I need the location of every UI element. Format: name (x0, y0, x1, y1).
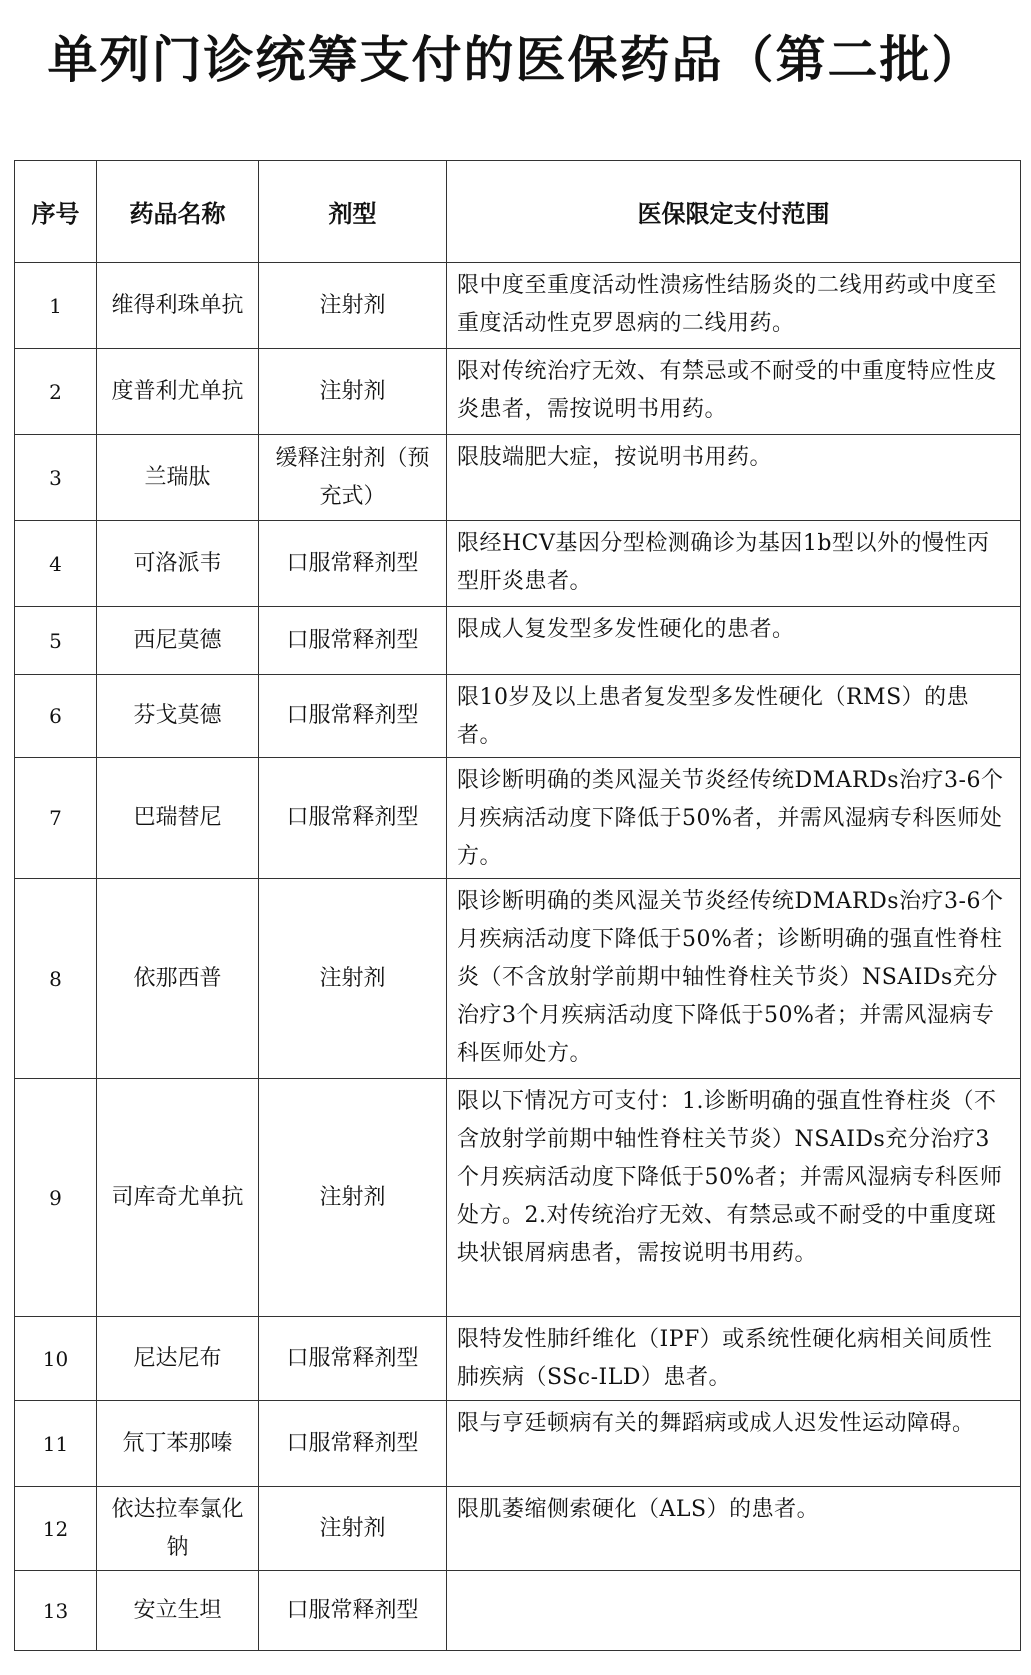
table-row (15, 879, 1021, 1079)
row-drug-name: 尼达尼布 (97, 1317, 259, 1401)
row-seq: 9 (15, 1079, 97, 1317)
row-seq: 7 (15, 758, 97, 879)
table-row (15, 675, 1021, 758)
header-name: 药品名称 (97, 161, 259, 263)
row-dosage-form: 注射剂 (259, 263, 447, 349)
row-dosage-form: 口服常释剂型 (259, 1401, 447, 1487)
row-payment-scope: 限以下情况方可支付：1.诊断明确的强直性脊柱炎（不含放射学前期中轴性脊柱关节炎）NSAIDs充分治疗3个月疾病活动度下降低于50%者；并需风湿病专科医师处方。2.对传统治疗无效、有禁忌或不耐受的中重度斑块状银屑病患者，需按说明书用药。 (447, 1079, 1021, 1317)
row-drug-name: 氘丁苯那嗪 (97, 1401, 259, 1487)
row-seq: 5 (15, 607, 97, 675)
row-dosage-form: 口服常释剂型 (259, 758, 447, 879)
row-dosage-form: 口服常释剂型 (259, 607, 447, 675)
row-payment-scope: 限10岁及以上患者复发型多发性硬化（RMS）的患者。 (447, 675, 1021, 758)
row-seq: 4 (15, 521, 97, 607)
row-payment-scope: 限诊断明确的类风湿关节炎经传统DMARDs治疗3-6个月疾病活动度下降低于50%者；诊断明确的强直性脊柱炎（不含放射学前期中轴性脊柱关节炎）NSAIDs充分治疗3个月疾病活动度下降低于50%者；并需风湿病专科医师处方。 (447, 879, 1021, 1079)
row-dosage-form: 注射剂 (259, 1079, 447, 1317)
row-drug-name: 司库奇尤单抗 (97, 1079, 259, 1317)
table-row (15, 1487, 1021, 1571)
row-dosage-form: 口服常释剂型 (259, 1571, 447, 1651)
row-drug-name: 巴瑞替尼 (97, 758, 259, 879)
row-drug-name: 西尼莫德 (97, 607, 259, 675)
table-row (15, 349, 1021, 435)
row-drug-name: 依达拉奉氯化钠 (97, 1487, 259, 1571)
row-drug-name: 度普利尤单抗 (97, 349, 259, 435)
row-dosage-form: 口服常释剂型 (259, 675, 447, 758)
row-seq: 1 (15, 263, 97, 349)
row-payment-scope: 限对传统治疗无效、有禁忌或不耐受的中重度特应性皮炎患者，需按说明书用药。 (447, 349, 1021, 435)
row-seq: 12 (15, 1487, 97, 1571)
row-payment-scope: 限肢端肥大症，按说明书用药。 (447, 435, 1021, 521)
table-header-row (15, 161, 1021, 263)
row-drug-name: 芬戈莫德 (97, 675, 259, 758)
row-seq: 13 (15, 1571, 97, 1651)
row-seq: 8 (15, 879, 97, 1079)
row-dosage-form: 注射剂 (259, 879, 447, 1079)
table-row (15, 435, 1021, 521)
row-dosage-form: 注射剂 (259, 1487, 447, 1571)
row-payment-scope: 限诊断明确的类风湿关节炎经传统DMARDs治疗3-6个月疾病活动度下降低于50%者，并需风湿病专科医师处方。 (447, 758, 1021, 879)
row-payment-scope: 限与亨廷顿病有关的舞蹈病或成人迟发性运动障碍。 (447, 1401, 1021, 1487)
row-seq: 10 (15, 1317, 97, 1401)
table-row (15, 521, 1021, 607)
row-dosage-form: 注射剂 (259, 349, 447, 435)
header-seq: 序号 (15, 161, 97, 263)
row-payment-scope: 限中度至重度活动性溃疡性结肠炎的二线用药或中度至重度活动性克罗恩病的二线用药。 (447, 263, 1021, 349)
row-payment-scope (447, 1571, 1021, 1651)
header-scope: 医保限定支付范围 (447, 161, 1021, 263)
table-row (15, 1401, 1021, 1487)
row-seq: 6 (15, 675, 97, 758)
row-drug-name: 兰瑞肽 (97, 435, 259, 521)
table-row (15, 263, 1021, 349)
table-row (15, 1571, 1021, 1651)
row-payment-scope: 限特发性肺纤维化（IPF）或系统性硬化病相关间质性肺疾病（SSc-ILD）患者。 (447, 1317, 1021, 1401)
row-payment-scope: 限肌萎缩侧索硬化（ALS）的患者。 (447, 1487, 1021, 1571)
row-payment-scope: 限经HCV基因分型检测确诊为基因1b型以外的慢性丙型肝炎患者。 (447, 521, 1021, 607)
row-dosage-form: 口服常释剂型 (259, 521, 447, 607)
row-drug-name: 维得利珠单抗 (97, 263, 259, 349)
page-title: 单列门诊统筹支付的医保药品（第二批） (47, 31, 984, 89)
row-dosage-form: 口服常释剂型 (259, 1317, 447, 1401)
row-payment-scope: 限成人复发型多发性硬化的患者。 (447, 607, 1021, 675)
row-drug-name: 依那西普 (97, 879, 259, 1079)
row-seq: 2 (15, 349, 97, 435)
table-row (15, 1079, 1021, 1317)
row-dosage-form: 缓释注射剂（预充式） (259, 435, 447, 521)
drug-table (14, 160, 1021, 1651)
row-drug-name: 可洛派韦 (97, 521, 259, 607)
header-form: 剂型 (259, 161, 447, 263)
row-seq: 3 (15, 435, 97, 521)
table-row (15, 758, 1021, 879)
table-row (15, 1317, 1021, 1401)
row-seq: 11 (15, 1401, 97, 1487)
table-row (15, 607, 1021, 675)
row-drug-name: 安立生坦 (97, 1571, 259, 1651)
